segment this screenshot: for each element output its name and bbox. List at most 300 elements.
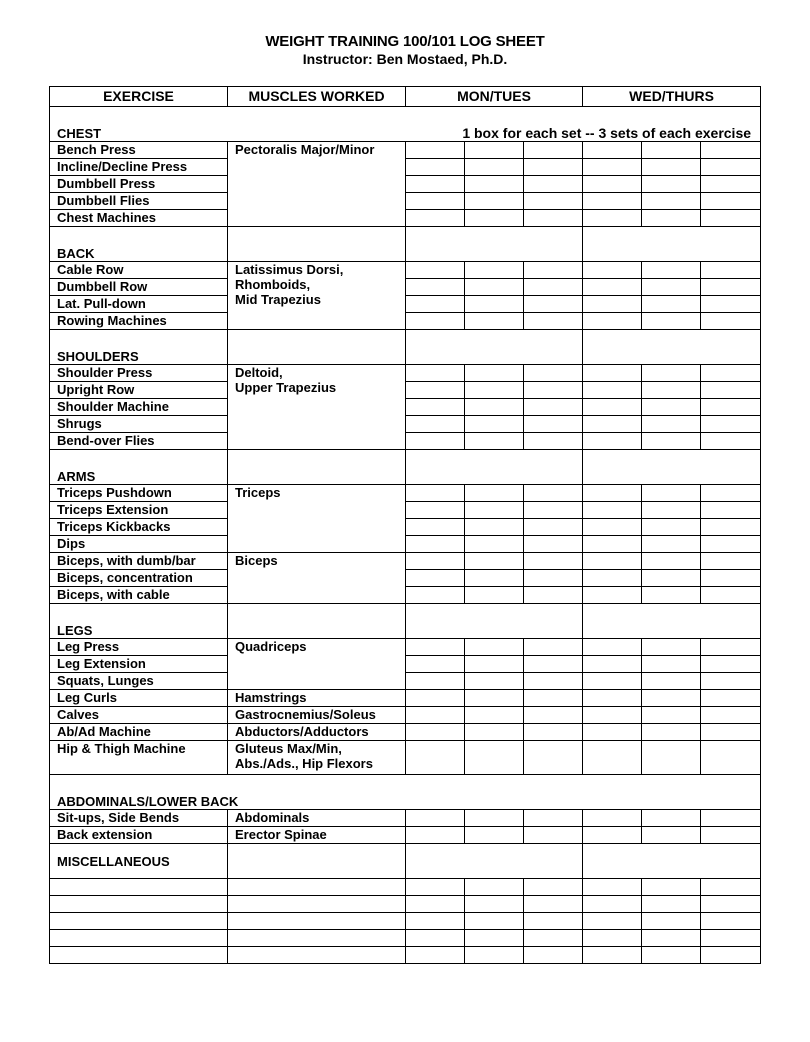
set-box[interactable]: [524, 313, 583, 330]
exercise-name: Leg Extension: [50, 656, 228, 673]
exercise-name: Biceps, with cable: [50, 587, 228, 604]
exercise-name: Bench Press: [50, 142, 228, 159]
set-box[interactable]: [406, 741, 465, 775]
set-box[interactable]: [583, 416, 642, 433]
exercise-name[interactable]: [50, 947, 228, 964]
set-box[interactable]: [642, 313, 701, 330]
set-box[interactable]: [701, 296, 761, 313]
set-box[interactable]: [701, 947, 761, 964]
set-box[interactable]: [465, 707, 524, 724]
set-box[interactable]: [524, 365, 583, 382]
exercise-name: Shoulder Machine: [50, 399, 228, 416]
set-box[interactable]: [701, 673, 761, 690]
set-box[interactable]: [583, 639, 642, 656]
set-box[interactable]: [465, 433, 524, 450]
set-box[interactable]: [583, 587, 642, 604]
table-row: [50, 707, 761, 724]
set-box[interactable]: [524, 656, 583, 673]
muscles-cell[interactable]: [228, 913, 406, 930]
table-row: [50, 382, 761, 399]
set-box[interactable]: [524, 913, 583, 930]
set-box[interactable]: [642, 416, 701, 433]
set-box[interactable]: [524, 279, 583, 296]
set-box[interactable]: [406, 930, 465, 947]
section-title: LEGS: [50, 604, 228, 639]
exercise-name: Dumbbell Press: [50, 176, 228, 193]
exercise-name: Squats, Lunges: [50, 673, 228, 690]
set-box[interactable]: [583, 399, 642, 416]
set-box[interactable]: [642, 262, 701, 279]
set-box[interactable]: [406, 896, 465, 913]
set-box[interactable]: [465, 279, 524, 296]
set-box[interactable]: [701, 587, 761, 604]
muscles-cell: Erector Spinae: [228, 827, 406, 844]
set-box[interactable]: [583, 553, 642, 570]
set-box[interactable]: [524, 724, 583, 741]
set-box[interactable]: [406, 193, 465, 210]
exercise-name: Shrugs: [50, 416, 228, 433]
set-box[interactable]: [524, 485, 583, 502]
set-box[interactable]: [465, 176, 524, 193]
set-box[interactable]: [701, 896, 761, 913]
set-box[interactable]: [642, 365, 701, 382]
set-box[interactable]: [583, 279, 642, 296]
table-row: [50, 741, 761, 775]
muscles-cell[interactable]: [228, 879, 406, 896]
set-box[interactable]: [701, 741, 761, 775]
section-arms: [50, 450, 761, 485]
set-box[interactable]: [701, 485, 761, 502]
set-box[interactable]: [406, 296, 465, 313]
set-box[interactable]: [406, 656, 465, 673]
set-box[interactable]: [465, 193, 524, 210]
set-box[interactable]: [524, 896, 583, 913]
set-box[interactable]: [406, 536, 465, 553]
set-box[interactable]: [642, 382, 701, 399]
exercise-name[interactable]: [50, 930, 228, 947]
set-box[interactable]: [583, 382, 642, 399]
set-box[interactable]: [583, 690, 642, 707]
set-box[interactable]: [583, 673, 642, 690]
set-box[interactable]: [524, 193, 583, 210]
table-row: [50, 485, 761, 502]
set-box[interactable]: [465, 690, 524, 707]
table-row: [50, 416, 761, 433]
set-box[interactable]: [642, 639, 701, 656]
set-box[interactable]: [583, 930, 642, 947]
set-box[interactable]: [406, 433, 465, 450]
set-box[interactable]: [642, 296, 701, 313]
section-misc: [50, 844, 761, 879]
set-box[interactable]: [406, 142, 465, 159]
set-box[interactable]: [524, 827, 583, 844]
col-wed-thurs: WED/THURS: [583, 87, 761, 107]
sheet-title: WEIGHT TRAINING 100/101 LOG SHEET: [265, 33, 545, 50]
set-box[interactable]: [524, 570, 583, 587]
set-box[interactable]: [701, 724, 761, 741]
table-row: [50, 553, 761, 570]
set-box[interactable]: [583, 262, 642, 279]
set-box[interactable]: [583, 193, 642, 210]
table-row: [50, 673, 761, 690]
set-box[interactable]: [524, 930, 583, 947]
table-row: [50, 176, 761, 193]
set-box[interactable]: [642, 879, 701, 896]
set-box[interactable]: [642, 810, 701, 827]
set-box[interactable]: [642, 485, 701, 502]
set-box[interactable]: [642, 656, 701, 673]
muscles-cell: Abdominals: [228, 810, 406, 827]
set-box[interactable]: [465, 519, 524, 536]
set-box[interactable]: [465, 262, 524, 279]
set-box[interactable]: [465, 913, 524, 930]
section-title: BACK: [50, 227, 228, 262]
exercise-name: Dips: [50, 536, 228, 553]
exercise-name: Lat. Pull-down: [50, 296, 228, 313]
set-box[interactable]: [701, 210, 761, 227]
muscles-cell: Gastrocnemius/Soleus: [228, 707, 406, 724]
exercise-name: Triceps Kickbacks: [50, 519, 228, 536]
set-box[interactable]: [642, 433, 701, 450]
set-box[interactable]: [642, 570, 701, 587]
set-box[interactable]: [406, 879, 465, 896]
table-row: [50, 810, 761, 827]
set-box[interactable]: [583, 485, 642, 502]
set-box[interactable]: [701, 433, 761, 450]
set-box[interactable]: [465, 810, 524, 827]
set-box[interactable]: [524, 262, 583, 279]
set-box[interactable]: [642, 176, 701, 193]
set-box[interactable]: [406, 485, 465, 502]
muscles-cell: Triceps: [228, 485, 406, 553]
set-box[interactable]: [406, 176, 465, 193]
set-box[interactable]: [524, 690, 583, 707]
table-row: [50, 930, 761, 947]
set-box[interactable]: [583, 913, 642, 930]
set-box[interactable]: [524, 159, 583, 176]
set-box[interactable]: [701, 707, 761, 724]
exercise-name: Cable Row: [50, 262, 228, 279]
table-row: [50, 502, 761, 519]
table-row: [50, 947, 761, 964]
section-title: ABDOMINALS/LOWER BACK: [50, 775, 761, 810]
set-box[interactable]: [524, 502, 583, 519]
set-box[interactable]: [465, 159, 524, 176]
set-box[interactable]: [583, 741, 642, 775]
set-box[interactable]: [701, 382, 761, 399]
set-box[interactable]: [701, 502, 761, 519]
set-box[interactable]: [524, 210, 583, 227]
set-box[interactable]: [642, 399, 701, 416]
set-box[interactable]: [524, 296, 583, 313]
table-row: [50, 639, 761, 656]
exercise-name: Ab/Ad Machine: [50, 724, 228, 741]
set-box[interactable]: [583, 879, 642, 896]
set-box[interactable]: [524, 433, 583, 450]
set-box[interactable]: [406, 673, 465, 690]
set-box[interactable]: [465, 827, 524, 844]
exercise-name: Rowing Machines: [50, 313, 228, 330]
muscles-cell[interactable]: [228, 930, 406, 947]
set-box[interactable]: [406, 587, 465, 604]
set-box[interactable]: [406, 827, 465, 844]
muscles-cell: Gluteus Max/Min, Abs./Ads., Hip Flexors: [228, 741, 406, 775]
set-box[interactable]: [465, 296, 524, 313]
table-row: [50, 296, 761, 313]
set-box[interactable]: [701, 313, 761, 330]
set-box[interactable]: [701, 365, 761, 382]
set-box[interactable]: [642, 913, 701, 930]
set-box[interactable]: [583, 656, 642, 673]
set-box[interactable]: [465, 879, 524, 896]
set-box[interactable]: [524, 879, 583, 896]
set-box[interactable]: [701, 536, 761, 553]
section-legs: [50, 604, 761, 639]
set-box[interactable]: [583, 570, 642, 587]
set-box[interactable]: [583, 519, 642, 536]
set-box[interactable]: [701, 810, 761, 827]
table-row: [50, 724, 761, 741]
set-box[interactable]: [701, 656, 761, 673]
set-box[interactable]: [406, 313, 465, 330]
set-box[interactable]: [524, 553, 583, 570]
set-box[interactable]: [642, 947, 701, 964]
set-box[interactable]: [701, 913, 761, 930]
set-box[interactable]: [583, 810, 642, 827]
set-box[interactable]: [583, 142, 642, 159]
set-box[interactable]: [701, 416, 761, 433]
set-box[interactable]: [642, 536, 701, 553]
set-box[interactable]: [406, 279, 465, 296]
set-box[interactable]: [642, 896, 701, 913]
set-box[interactable]: [642, 673, 701, 690]
set-box[interactable]: [642, 142, 701, 159]
header-row: [50, 87, 761, 107]
exercise-name: Hip & Thigh Machine: [50, 741, 228, 775]
set-box[interactable]: [701, 639, 761, 656]
set-box[interactable]: [701, 279, 761, 296]
set-box[interactable]: [583, 176, 642, 193]
muscles-cell: Latissimus Dorsi, Rhomboids, Mid Trapezius: [228, 262, 406, 330]
set-box[interactable]: [524, 519, 583, 536]
set-box[interactable]: [524, 536, 583, 553]
set-box[interactable]: [583, 433, 642, 450]
set-box[interactable]: [701, 399, 761, 416]
set-box[interactable]: [406, 365, 465, 382]
set-box[interactable]: [583, 827, 642, 844]
set-box[interactable]: [583, 210, 642, 227]
exercise-name: Biceps, concentration: [50, 570, 228, 587]
set-box[interactable]: [642, 553, 701, 570]
exercise-name[interactable]: [50, 879, 228, 896]
set-box[interactable]: [583, 502, 642, 519]
set-box[interactable]: [406, 502, 465, 519]
exercise-name: Chest Machines: [50, 210, 228, 227]
exercise-name: Back extension: [50, 827, 228, 844]
set-box[interactable]: [465, 896, 524, 913]
set-box[interactable]: [701, 159, 761, 176]
set-box[interactable]: [642, 159, 701, 176]
table-row: [50, 210, 761, 227]
muscles-cell: Quadriceps: [228, 639, 406, 690]
exercise-name: Sit-ups, Side Bends: [50, 810, 228, 827]
table-row: [50, 913, 761, 930]
set-box[interactable]: [465, 724, 524, 741]
table-row: [50, 279, 761, 296]
set-box[interactable]: [406, 262, 465, 279]
set-box[interactable]: [465, 210, 524, 227]
set-box[interactable]: [583, 896, 642, 913]
set-box[interactable]: [465, 313, 524, 330]
set-box[interactable]: [465, 502, 524, 519]
table-row: [50, 519, 761, 536]
set-box[interactable]: [583, 707, 642, 724]
set-box[interactable]: [701, 262, 761, 279]
set-box[interactable]: [642, 210, 701, 227]
set-box[interactable]: [465, 382, 524, 399]
set-box[interactable]: [465, 741, 524, 775]
set-box[interactable]: [701, 827, 761, 844]
set-box[interactable]: [701, 193, 761, 210]
table-row: [50, 570, 761, 587]
section-chest: [50, 107, 761, 142]
set-box[interactable]: [642, 827, 701, 844]
set-box[interactable]: [406, 707, 465, 724]
table-row: [50, 656, 761, 673]
table-row: [50, 142, 761, 159]
set-box[interactable]: [524, 382, 583, 399]
set-box[interactable]: [583, 947, 642, 964]
set-box[interactable]: [642, 502, 701, 519]
set-box[interactable]: [642, 707, 701, 724]
exercise-name: Biceps, with dumb/bar: [50, 553, 228, 570]
exercise-name[interactable]: [50, 896, 228, 913]
muscles-cell[interactable]: [228, 947, 406, 964]
set-box[interactable]: [465, 947, 524, 964]
set-box[interactable]: [701, 879, 761, 896]
exercise-name: Leg Curls: [50, 690, 228, 707]
set-box[interactable]: [524, 416, 583, 433]
set-box[interactable]: [406, 382, 465, 399]
set-box[interactable]: [524, 673, 583, 690]
set-box[interactable]: [642, 193, 701, 210]
exercise-name: Dumbbell Flies: [50, 193, 228, 210]
muscles-cell: Deltoid, Upper Trapezius: [228, 365, 406, 450]
instructions-note: 1 box for each set -- 3 sets of each exercise: [228, 107, 761, 142]
set-box[interactable]: [524, 741, 583, 775]
set-box[interactable]: [701, 690, 761, 707]
table-row: [50, 433, 761, 450]
section-title: MISCELLANEOUS: [50, 844, 228, 879]
set-box[interactable]: [465, 536, 524, 553]
muscles-cell: Abductors/Adductors: [228, 724, 406, 741]
muscles-cell[interactable]: [228, 896, 406, 913]
exercise-name: Calves: [50, 707, 228, 724]
set-box[interactable]: [465, 673, 524, 690]
set-box[interactable]: [406, 947, 465, 964]
set-box[interactable]: [406, 810, 465, 827]
set-box[interactable]: [583, 536, 642, 553]
set-box[interactable]: [465, 656, 524, 673]
set-box[interactable]: [406, 913, 465, 930]
set-box[interactable]: [406, 416, 465, 433]
table-row: [50, 365, 761, 382]
set-box[interactable]: [701, 176, 761, 193]
set-box[interactable]: [701, 570, 761, 587]
set-box[interactable]: [642, 587, 701, 604]
set-box[interactable]: [465, 142, 524, 159]
set-box[interactable]: [524, 142, 583, 159]
set-box[interactable]: [406, 724, 465, 741]
set-box[interactable]: [524, 176, 583, 193]
set-box[interactable]: [524, 587, 583, 604]
set-box[interactable]: [406, 570, 465, 587]
exercise-name[interactable]: [50, 913, 228, 930]
section-title: SHOULDERS: [50, 330, 228, 365]
table-row: [50, 262, 761, 279]
log-table: [49, 86, 761, 964]
set-box[interactable]: [583, 313, 642, 330]
section-back: [50, 227, 761, 262]
set-box[interactable]: [642, 741, 701, 775]
set-box[interactable]: [465, 553, 524, 570]
exercise-name: Upright Row: [50, 382, 228, 399]
table-row: [50, 313, 761, 330]
set-box[interactable]: [406, 210, 465, 227]
muscles-cell: Hamstrings: [228, 690, 406, 707]
set-box[interactable]: [642, 519, 701, 536]
set-box[interactable]: [406, 159, 465, 176]
set-box[interactable]: [642, 690, 701, 707]
set-box[interactable]: [406, 690, 465, 707]
exercise-name: Bend-over Flies: [50, 433, 228, 450]
set-box[interactable]: [524, 947, 583, 964]
col-exercise: EXERCISE: [50, 87, 228, 107]
set-box[interactable]: [465, 416, 524, 433]
section-shoulders: [50, 330, 761, 365]
set-box[interactable]: [583, 296, 642, 313]
set-box[interactable]: [465, 485, 524, 502]
exercise-name: Shoulder Press: [50, 365, 228, 382]
set-box[interactable]: [583, 159, 642, 176]
set-box[interactable]: [465, 587, 524, 604]
set-box[interactable]: [465, 399, 524, 416]
section-title: CHEST: [50, 107, 228, 142]
set-box[interactable]: [701, 142, 761, 159]
set-box[interactable]: [701, 519, 761, 536]
set-box[interactable]: [583, 365, 642, 382]
set-box[interactable]: [465, 365, 524, 382]
set-box[interactable]: [465, 639, 524, 656]
set-box[interactable]: [642, 930, 701, 947]
set-box[interactable]: [583, 724, 642, 741]
set-box[interactable]: [524, 639, 583, 656]
set-box[interactable]: [465, 930, 524, 947]
set-box[interactable]: [406, 553, 465, 570]
set-box[interactable]: [406, 519, 465, 536]
set-box[interactable]: [701, 553, 761, 570]
set-box[interactable]: [701, 930, 761, 947]
set-box[interactable]: [406, 639, 465, 656]
set-box[interactable]: [642, 279, 701, 296]
set-box[interactable]: [406, 399, 465, 416]
set-box[interactable]: [642, 724, 701, 741]
set-box[interactable]: [524, 399, 583, 416]
table-row: [50, 193, 761, 210]
set-box[interactable]: [524, 707, 583, 724]
set-box[interactable]: [465, 570, 524, 587]
set-box[interactable]: [524, 810, 583, 827]
